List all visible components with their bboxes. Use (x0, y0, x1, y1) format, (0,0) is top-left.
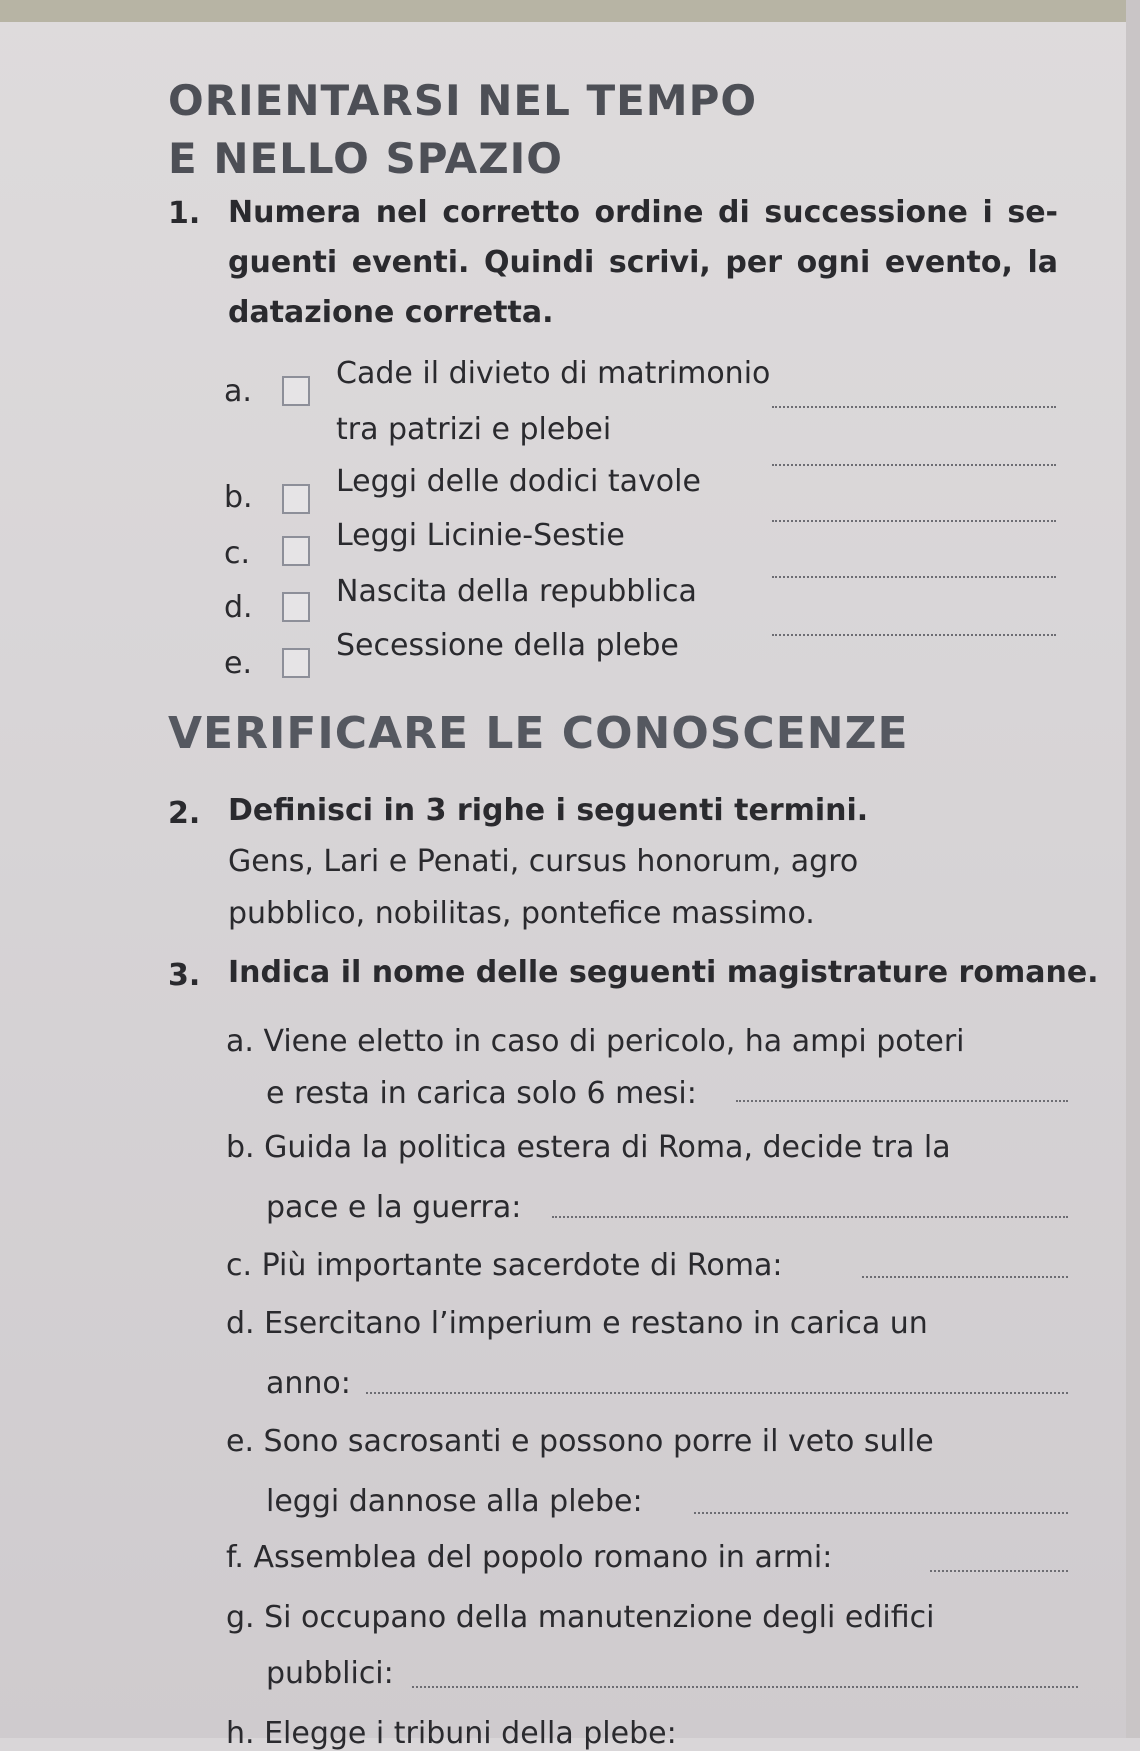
q3-item-e-text: e. Sono sacrosanti e possono porre il veto sulle (226, 1424, 934, 1459)
q1-item-c-text: Leggi Licinie-Sestie (336, 518, 625, 553)
q3-item-f-answer-line[interactable] (930, 1570, 1068, 1572)
q3-item-e-text-2: leggi dannose alla plebe: (266, 1484, 643, 1519)
q3-item-g-text: g. Si occupano della manutenzione degli edifici (226, 1600, 935, 1635)
q1-item-a-checkbox[interactable] (282, 376, 310, 406)
q3-item-g-text-2: pubblici: (266, 1656, 394, 1691)
q1-item-b-text: Leggi delle dodici tavole (336, 464, 701, 499)
q1-item-d-text: Nascita della repubblica (336, 574, 697, 609)
q3-item-a-answer-line[interactable] (736, 1100, 1068, 1102)
section-title-orientarsi (168, 72, 757, 188)
question-2-terms: Gens, Lari e Penati, cursus honorum, agro pubblico, nobilitas, pontefice massimo. (228, 844, 859, 931)
q3-item-a-text-2: e resta in carica solo 6 mesi: (266, 1076, 697, 1111)
q1-item-d-letter: d. (224, 590, 253, 625)
q3-item-c-answer-line[interactable] (862, 1276, 1068, 1278)
q3-item-e-answer-line[interactable] (694, 1512, 1068, 1514)
q3-item-d-text-2: anno: (266, 1366, 351, 1401)
q1-item-d-checkbox[interactable] (282, 592, 310, 622)
q1-item-c-letter: c. (224, 536, 251, 571)
question-1-text: Numera nel corretto ordine di successione i se- guenti eventi. Quindi scrivi, per ogni evento, la datazione corretta. (228, 195, 1058, 330)
q1-item-e-text: Secessione della plebe (336, 628, 679, 663)
q1-item-a-letter: a. (224, 374, 252, 409)
question-2-number: 2. (168, 796, 201, 831)
q1-item-a-date-line[interactable] (772, 406, 1056, 408)
q3-item-b-text-2: pace e la guerra: (266, 1190, 522, 1225)
q3-item-g-answer-line[interactable] (412, 1686, 1078, 1688)
question-3-text: Indica il nome delle seguenti magistrature romane. (228, 955, 1099, 990)
q3-item-d-answer-line[interactable] (366, 1392, 1068, 1394)
q1-item-e-date-line[interactable] (772, 634, 1056, 636)
q1-item-c-checkbox[interactable] (282, 536, 310, 566)
q3-item-a-text: a. Viene eletto in caso di pericolo, ha ampi poteri (226, 1024, 965, 1059)
q3-item-d-text: d. Esercitano l’imperium e restano in carica un (226, 1306, 928, 1341)
question-3-number: 3. (168, 958, 201, 993)
section-title-line1: ORIENTARSI NEL TEMPO (168, 76, 758, 125)
q1-item-e-checkbox[interactable] (282, 648, 310, 678)
q1-item-e-letter: e. (224, 646, 252, 681)
q3-item-h-text: h. Elegge i tribuni della plebe: (226, 1716, 677, 1751)
q3-item-c-text: c. Più importante sacerdote di Roma: (226, 1248, 783, 1283)
section-title-line2: E NELLO SPAZIO (168, 134, 563, 183)
q1-item-b-checkbox[interactable] (282, 484, 310, 514)
q3-item-b-answer-line[interactable] (552, 1216, 1068, 1218)
q3-item-f-text: f. Assemblea del popolo romano in armi: (226, 1540, 833, 1575)
question-1-number: 1. (168, 196, 201, 231)
q1-item-b-letter: b. (224, 480, 253, 515)
q1-item-c-date-line[interactable] (772, 520, 1056, 522)
q1-item-a-text: Cade il divieto di matrimonio (336, 356, 771, 391)
page-edge (1126, 0, 1140, 1738)
q3-item-b-text: b. Guida la politica estera di Roma, decide tra la (226, 1130, 951, 1165)
top-strip (0, 0, 1140, 22)
section-title-verificare: VERIFICARE LE CONOSCENZE (168, 708, 909, 759)
question-2-text: Definisci in 3 righe i seguenti termini. (228, 793, 869, 828)
q1-item-b-date-line[interactable] (772, 464, 1056, 466)
q1-item-a-text-2: tra patrizi e plebei (336, 412, 612, 447)
q1-item-d-date-line[interactable] (772, 576, 1056, 578)
